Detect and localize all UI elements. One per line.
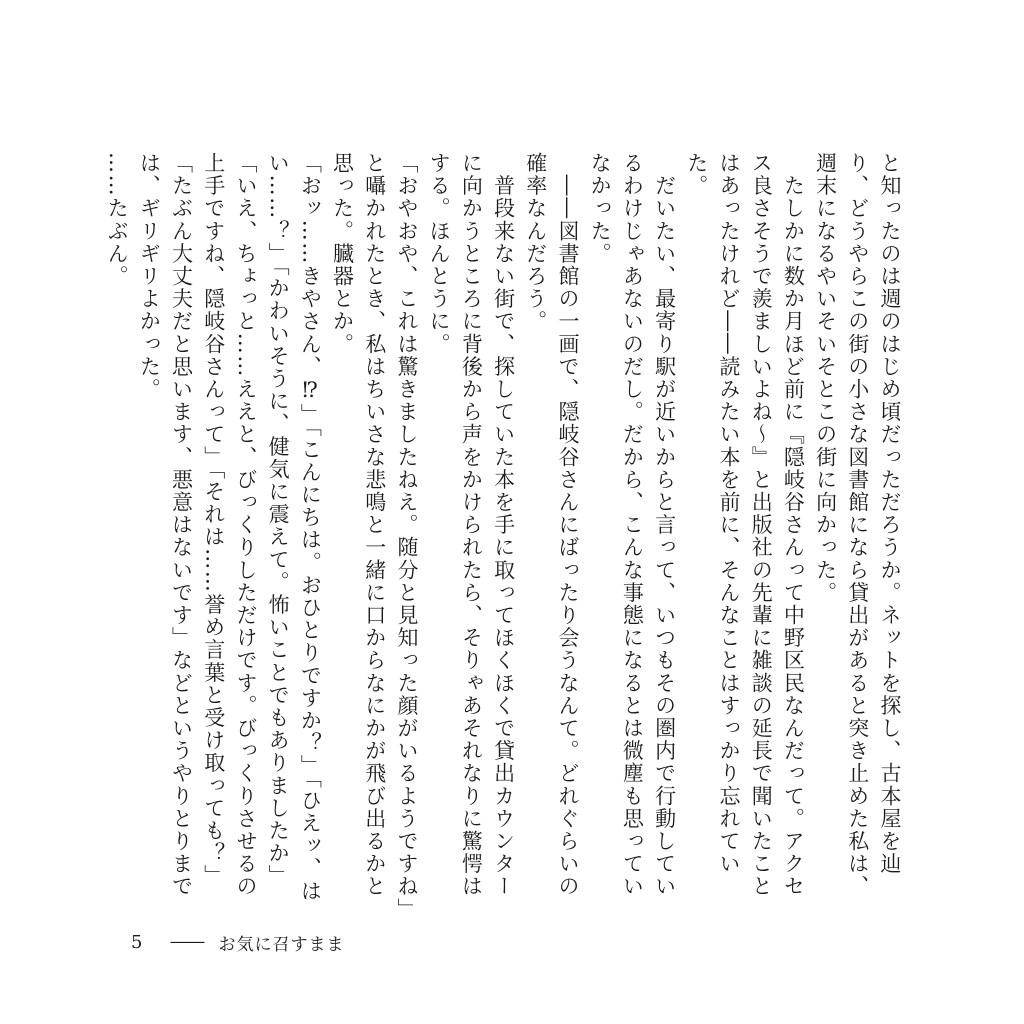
paragraph: 「おやおや、これは驚きましたねえ。随分と見知った顔がいるようですね」と囁かれたとき、私はちいさな悲鳴と一緒に口からなにかが飛び出るかと思った。臓器とか。 <box>330 152 419 910</box>
paragraph: 「おッ……きやさん、⁉」「こんにちは。おひとりですか？」「ひえッ、はい……？」「かわいそうに、健気に震えて。怖いことでもありましたか」「いえ、ちょっと……ええと、びっくりしただけです。びっくりさせるの上手ですね、隠岐谷さんって」「それは……誉め言葉と受け取っても？」「たぶん大丈夫だと思います、悪意はないです」などというやりとりまでは、ギリギリよかった。 <box>137 152 323 903</box>
paragraph: たしかに数か月ほど前に『隠岐谷さんって中野区民なんだって。アクセス良さそうで羨ましいよね〜』と出版社の先輩に雑談の延長で聞いたことはあったけれど――読みたい本を前に、そんなことはすっかり忘れていた。 <box>684 152 806 898</box>
running-title: お気に召すまま <box>218 934 345 955</box>
paragraph: ――図書館の一画で、隠岐谷さんにばったり会うなんて。どれぐらいの確率なんだろう。 <box>523 152 580 898</box>
paragraph: 普段来ない街で、探していた本を手に取ってほくほくで貸出カウンターに向かうところに背後から声をかけられたら、そりゃあそれなりに驚愕はする。ほんとうに。 <box>427 152 516 898</box>
footer-dash: ―― <box>170 932 205 952</box>
page-number: 5 <box>131 931 143 953</box>
paragraph: と知ったのは週のはじめ頃だっただろうか。ネットを探し、古本屋を辿り、どうやらこの街の小さな図書館になら貸出があると突き止めた私は、週末になるやいそいそとこの街に向かった。 <box>813 152 902 898</box>
paragraph: ……たぶん。 <box>105 152 130 288</box>
page-footer <box>131 928 344 956</box>
paragraph: だいたい、最寄り駅が近いからと言って、いつもその圏内で行動しているわけじゃあないのだし。だから、こんな事態になるとは微塵も思っていなかった。 <box>588 152 677 898</box>
vertical-text-body <box>105 152 906 912</box>
